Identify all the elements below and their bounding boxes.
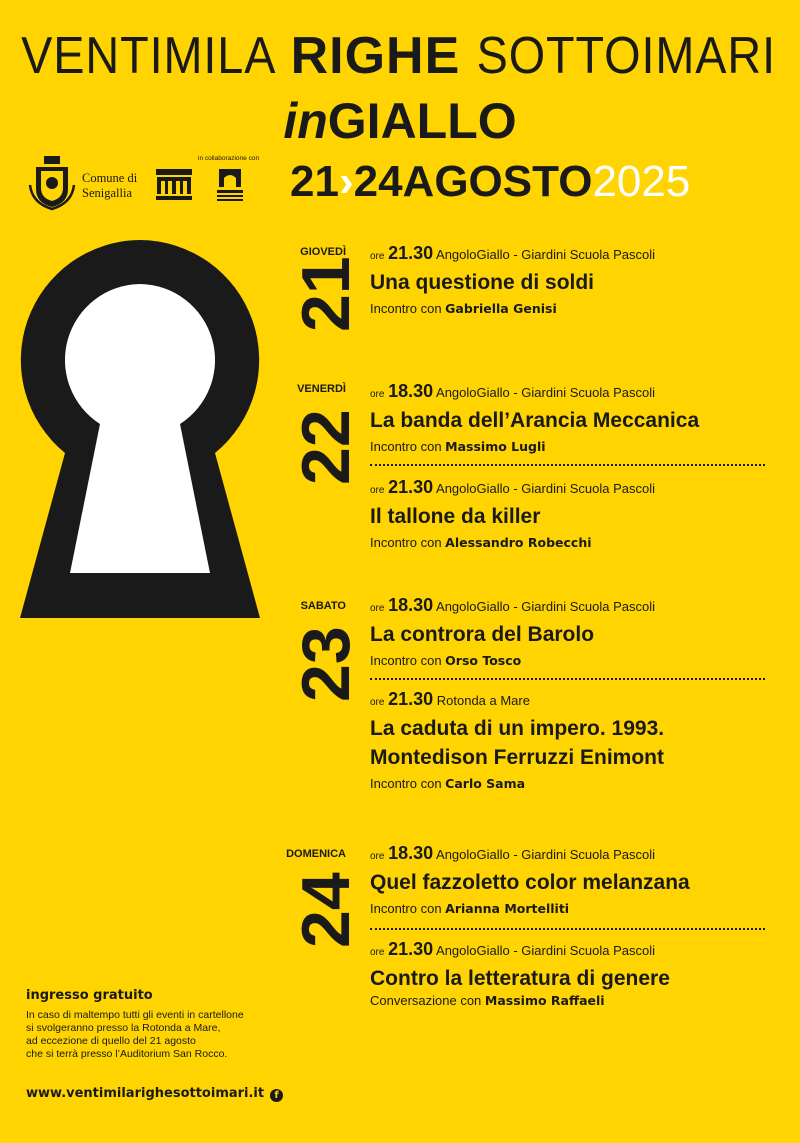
title-part-sottoimari: SOTTOIMARI <box>476 27 777 85</box>
event-guest: Incontro con Arianna Mortelliti <box>370 901 570 916</box>
festival-subtitle <box>0 93 800 149</box>
event-guest: Incontro con Alessandro Robecchi <box>370 535 592 550</box>
day-number: 21 <box>288 256 364 332</box>
date-end: 24AGOSTO <box>353 157 593 206</box>
title-part-righe: RIGHE <box>290 27 461 85</box>
day-number: 24 <box>288 872 364 948</box>
date-year: 2025 <box>592 157 691 206</box>
event-title: Una questione di soldi <box>370 271 595 294</box>
event-time: ore 18.30 AngoloGiallo - Giardini Scuola Pascoli <box>370 381 655 401</box>
event-item <box>370 940 780 1008</box>
event-title: Il tallone da killer <box>370 505 541 528</box>
event-guest: Incontro con Massimo Lugli <box>370 439 546 454</box>
festival-title <box>0 27 800 85</box>
event-time: ore 18.30 AngoloGiallo - Giardini Scuola Pascoli <box>370 595 655 615</box>
event-guest: Conversazione con Massimo Raffaeli <box>370 993 605 1008</box>
title-part-ventimila: VENTIMILA <box>21 27 277 85</box>
day-name: GIOVEDÌ <box>300 246 346 258</box>
day-name: SABATO <box>300 600 346 612</box>
website-link[interactable]: www.ventimilarighesottoimari.it <box>26 1086 265 1101</box>
event-time: ore 21.30 AngoloGiallo - Giardini Scuola Pascoli <box>370 939 655 959</box>
event-divider <box>370 464 765 466</box>
event-divider <box>370 678 765 680</box>
fondazione-logo <box>215 168 245 202</box>
event-title: Quel fazzoletto color melanzana <box>370 871 690 894</box>
day-number: 23 <box>288 626 364 702</box>
subtitle-giallo: GIALLO <box>327 93 517 149</box>
event-item <box>370 244 780 316</box>
subtitle-in: in <box>283 93 328 149</box>
day-name: VENERDÌ <box>297 383 346 395</box>
weather-note: In caso di maltempo tutti gli eventi in cartellone si svolgeranno presso la Rotonda a Mare, ad eccezione di quello del 21 agosto che si terrà presso l’Auditorium San Rocco. <box>26 1009 244 1060</box>
biblioteca-antonelliana-logo <box>155 168 193 202</box>
event-item <box>370 596 780 668</box>
coat-of-arms-icon <box>26 155 78 213</box>
event-time: ore 21.30 AngoloGiallo - Giardini Scuola Pascoli <box>370 477 655 497</box>
collaboration-label: in collaborazione con <box>198 155 260 162</box>
keyhole-graphic <box>20 240 260 620</box>
date-start: 21 <box>290 157 339 206</box>
festival-dates <box>290 157 691 206</box>
comune-line1: Comune di <box>82 171 138 185</box>
event-guest: Incontro con Orso Tosco <box>370 653 522 668</box>
date-arrow: › <box>338 157 354 206</box>
facebook-icon[interactable]: f <box>270 1089 283 1102</box>
event-item <box>370 844 780 916</box>
event-guest: Incontro con Gabriella Genisi <box>370 301 557 316</box>
event-guest: Incontro con Carlo Sama <box>370 776 526 791</box>
comune-line2: Senigallia <box>82 186 132 200</box>
info-block <box>26 988 306 1061</box>
event-time: ore 21.30 AngoloGiallo - Giardini Scuola Pascoli <box>370 243 655 263</box>
event-title: Contro la letteratura di genere <box>370 967 670 990</box>
website-line <box>26 1086 283 1102</box>
event-time: ore 18.30 AngoloGiallo - Giardini Scuola Pascoli <box>370 843 655 863</box>
event-item <box>370 382 780 454</box>
event-divider <box>370 928 765 930</box>
event-time: ore 21.30 Rotonda a Mare <box>370 689 530 709</box>
free-entry-label: ingresso gratuito <box>26 988 153 1003</box>
event-item <box>370 478 780 550</box>
day-number: 22 <box>288 409 364 485</box>
event-title: La controra del Barolo <box>370 623 595 646</box>
event-title: La banda dell’Arancia Meccanica <box>370 409 700 432</box>
event-title: La caduta di un impero. 1993. Montedison Ferruzzi Enimont <box>370 717 665 769</box>
event-item <box>370 690 720 791</box>
day-name: DOMENICA <box>286 848 346 860</box>
comune-senigallia-logo <box>26 155 146 213</box>
